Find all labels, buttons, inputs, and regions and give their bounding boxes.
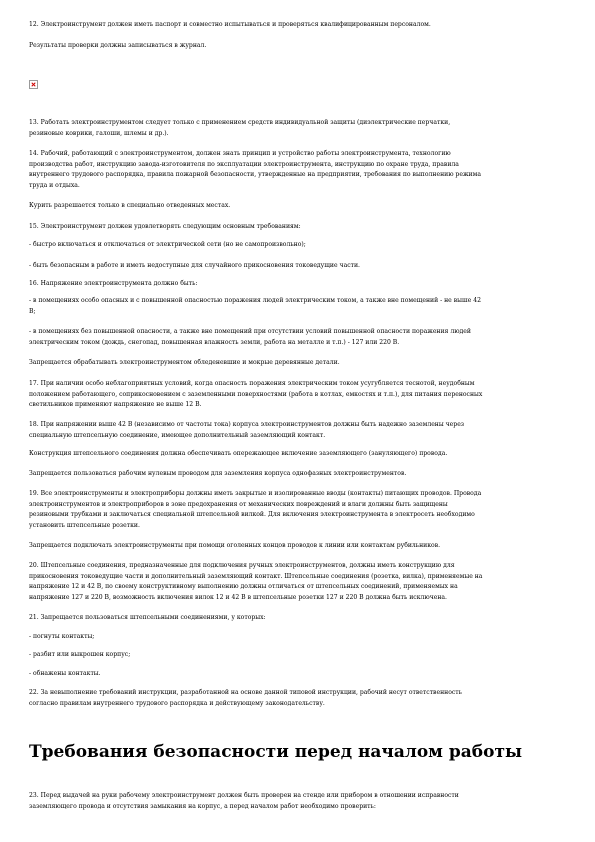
paragraph-15: 15. Электроинструмент должен удовлетворять следующим основным требованиям: bbox=[29, 223, 301, 230]
paragraph-22: 22. За невыполнение требований инструкции, разработанной на основе данной типовой инструкции, рабочий несут ответственность согласно правилам внутреннего трудового распорядка и действующему законодательству. bbox=[29, 689, 462, 707]
paragraph-16-item-1: - в помещениях особо опасных и с повышенной опасностью поражения людей электрическим током, а также вне помещений - не выше 42 В; bbox=[29, 297, 481, 315]
paragraph-16-note: Запрещается обрабатывать электроинструментом обледеневшие и мокрые деревянные детали. bbox=[29, 359, 340, 366]
paragraph-18-note-2: Запрещается пользоваться рабочим нулевым проводом для заземления корпуса однофазных электроинструментов. bbox=[29, 470, 407, 477]
paragraph-16: 16. Напряжение электроинструмента должно быть: bbox=[29, 280, 198, 287]
paragraph-21: 21. Запрещается пользоваться штепсельными соединениями, у которых: bbox=[29, 614, 266, 621]
paragraph-19-note: Запрещается подключать электроинструменты при помощи оголенных концов проводов к линии или контактам рубильников. bbox=[29, 542, 441, 549]
broken-image-icon bbox=[29, 80, 38, 89]
paragraph-23: 23. Перед выдачей на руки рабочему электроинструмент должен быть проверен на стенде или прибором в отношении исправности заземляющего провода и отсутствия замыкания на корпус, а перед началом работ необходимо проверить: bbox=[29, 792, 459, 810]
paragraph-19: 19. Все электроинструменты и электроприборы должны иметь закрытые и изолированные вводы (контакты) питающих проводов. Провода электроинструментов и электроприборов в зоне предохранения от механических повреждений и влаги должны быть защищены резиновыми трубками и заключаться специальной штепсельной вилкой. Для включения электроинструмента в электросеть необходимо установить штепсельные розетки. bbox=[29, 490, 482, 529]
paragraph-15-item-1: - быстро включаться и отключаться от электрической сети (но не самопроизвольно); bbox=[29, 241, 306, 248]
paragraph-18: 18. При напряжении выше 42 В (независимо от частоты тока) корпуса электроинструментов должны быть надежно заземлены через специальную штепсельную соединение, имеющее дополнительный заземляющий контакт. bbox=[29, 421, 465, 439]
paragraph-20: 20. Штепсельные соединения, предназначенные для подключения ручных электроинструментов, должны иметь конструкцию для прикосновения токоведущие части и дополнительный заземляющий контакт. Штепсельные соединения (розетка, вилка), применяемые на напряжение 12 и 42 В, по своему конструктивному выполнению должны отличаться от штепсельных соединений, применяемых на напряжение 127 и 220 В, возможность включения вилок 12 и 42 В в штепсельные розетки 127 и 220 В должна быть исключена. bbox=[29, 562, 483, 601]
paragraph-16-item-2: - в помещениях без повышенной опасности, а также вне помещений при отсутствии условий повышенной опасности поражения людей электрическим током (дождь, снегопад, повышенная влажность земли, работа на металле и т.п.) - 127 или 220 В. bbox=[29, 328, 471, 346]
paragraph-14-note: Курить разрешается только в специально отведенных местах. bbox=[29, 202, 231, 209]
paragraph-12: 12. Электроинструмент должен иметь паспорт и совместно испытываться и проверяться квалифицированным персоналом. bbox=[29, 21, 431, 28]
paragraph-21-item-2: - разбит или выкрошен корпус; bbox=[29, 651, 131, 658]
paragraph-13: 13. Работать электроинструментом следует только с применением средств индивидуальной защиты (диэлектрические перчатки, резиновые коврики, галоши, шлемы и др.). bbox=[29, 119, 451, 137]
paragraph-17: 17. При наличии особо неблагоприятных условий, когда опасность поражения электрическим током усугубляется теснотой, неудобным положением работающего, соприкосновением с заземленными поверхностями (работа в котлах, емкостях и т.п.), для питания переносных светильников применяют напряжение не выше 12 В. bbox=[29, 380, 483, 409]
paragraph-12-note: Результаты проверки должны записываться в журнал. bbox=[29, 42, 207, 49]
paragraph-18-note-1: Конструкция штепсельного соединения должна обеспечивать опережающее включение заземляющего (зануляющего) провода. bbox=[29, 450, 448, 457]
section-heading: Требования безопасности перед началом работы bbox=[29, 742, 523, 762]
paragraph-15-item-2: - быть безопасным в работе и иметь недоступные для случайного прикосновения токоведущие части. bbox=[29, 262, 360, 269]
paragraph-21-item-3: - обнажены контакты. bbox=[29, 670, 101, 677]
paragraph-14: 14. Рабочий, работающий с электроинструментом, должен знать принцип и устройство работы электроинструмента, технологию производства работ, инструкцию завода-изготовителя по эксплуатации электроинструмента, инструкцию по охране труда, правила внутреннего трудового распорядка, правила пожарной безопасности, утвержденные на предприятии, требования по выполнению режима труда и отдыха. bbox=[29, 150, 481, 189]
paragraph-21-item-1: - погнуты контакты; bbox=[29, 633, 95, 640]
